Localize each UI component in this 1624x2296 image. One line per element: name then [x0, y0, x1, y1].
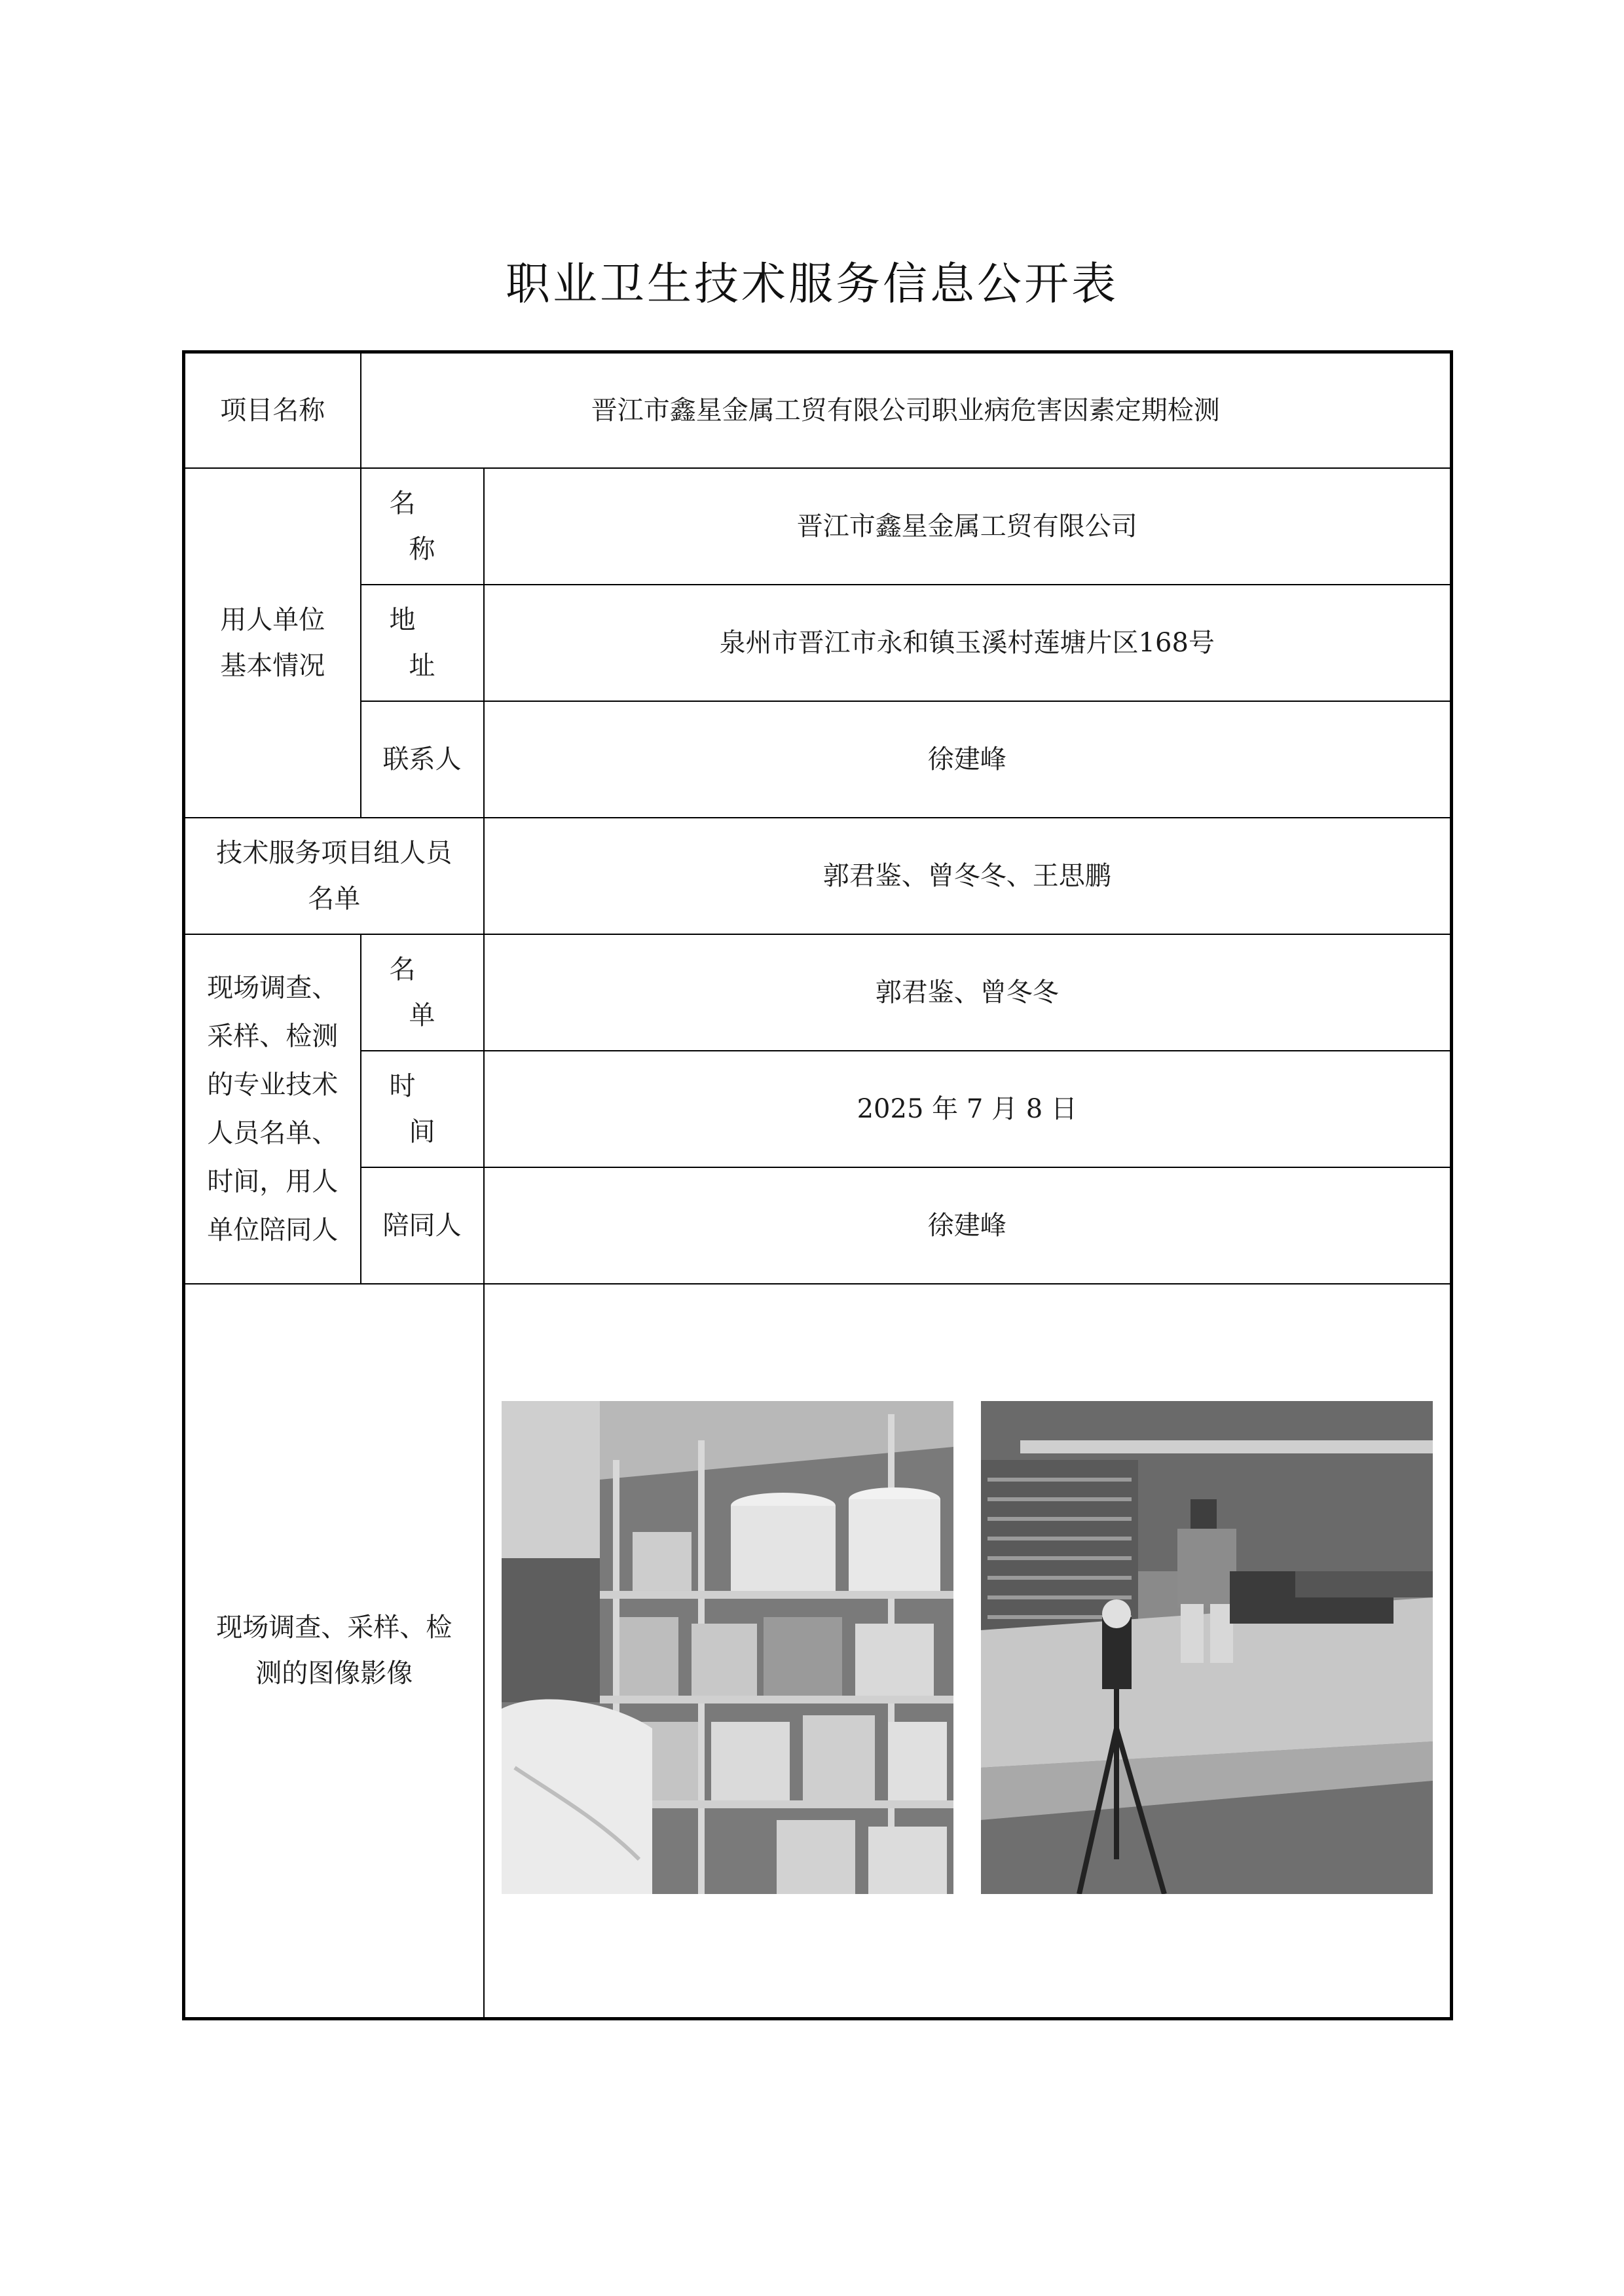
employer-address-row	[184, 585, 1452, 701]
project-label: 项目名称	[184, 352, 361, 468]
project-value: 晋江市鑫星金属工贸有限公司职业病危害因素定期检测	[361, 352, 1452, 468]
site-photo-paint-buckets	[502, 1401, 953, 1894]
survey-list-row	[184, 934, 1452, 1051]
employer-contact-row	[184, 701, 1452, 818]
survey-time-row	[184, 1051, 1452, 1167]
employer-name-value: 晋江市鑫星金属工贸有限公司	[484, 468, 1452, 585]
survey-time-label: 时间	[361, 1051, 484, 1167]
employer-contact-label: 联系人	[361, 701, 484, 818]
employer-address-value: 泉州市晋江市永和镇玉溪村莲塘片区168号	[484, 585, 1452, 701]
paint-buckets-photo-icon	[502, 1401, 953, 1894]
team-value: 郭君鉴、曾冬冬、王思鹏	[484, 818, 1452, 934]
survey-list-value: 郭君鉴、曾冬冬	[484, 934, 1452, 1051]
images-row	[184, 1284, 1452, 2019]
project-row	[184, 352, 1452, 468]
survey-time-value: 2025 年 7 月 8 日	[484, 1051, 1452, 1167]
images-label: 现场调查、采样、检 测的图像影像	[184, 1284, 484, 2019]
survey-group-label: 现场调查、 采样、检测 的专业技术 人员名单、 时间，用人 单位陪同人	[184, 934, 361, 1284]
employer-name-row	[184, 468, 1452, 585]
employer-group-label: 用人单位 基本情况	[184, 468, 361, 818]
team-row	[184, 818, 1452, 934]
site-photo-workshop-meter	[981, 1401, 1433, 1894]
employer-address-label: 地址	[361, 585, 484, 701]
survey-escort-value: 徐建峰	[484, 1167, 1452, 1284]
employer-name-label: 名称	[361, 468, 484, 585]
info-table	[182, 350, 1453, 2020]
survey-list-label: 名单	[361, 934, 484, 1051]
images-cell	[484, 1284, 1452, 2019]
photo-group	[498, 1285, 1437, 2018]
employer-contact-value: 徐建峰	[484, 701, 1452, 818]
page-title: 职业卫生技术服务信息公开表	[505, 259, 1118, 310]
survey-escort-label: 陪同人	[361, 1167, 484, 1284]
team-label: 技术服务项目组人员 名单	[184, 818, 484, 934]
workshop-meter-photo-icon	[981, 1401, 1433, 1894]
survey-escort-row	[184, 1167, 1452, 1284]
